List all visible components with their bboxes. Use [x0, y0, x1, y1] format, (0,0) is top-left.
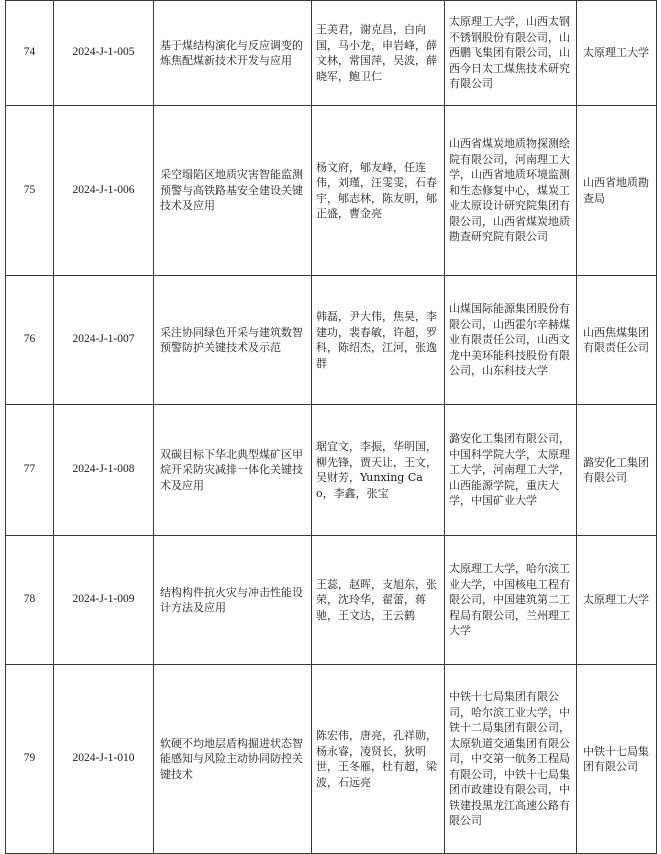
- main-contributors: 陈宏伟，唐亮，孔祥勋，杨永睿，凌贤长，狄明世，王冬雁，杜有超，梁波，石远亮: [312, 665, 445, 854]
- project-title: 基于煤结构演化与反应调变的炼焦配煤新技术开发与应用: [154, 1, 312, 106]
- row-index: 75: [6, 106, 54, 276]
- row-index: 78: [6, 536, 54, 665]
- table-row: [6, 665, 657, 854]
- row-index: 79: [6, 665, 54, 854]
- row-index: 76: [6, 276, 54, 405]
- project-title: 双碳目标下华北典型煤矿区甲烷开采防灾减排一体化关键技术及应用: [154, 405, 312, 536]
- main-units: 太原理工大学，山西太钢不锈钢股份有限公司，山西鹏飞集团有限公司，山西今日太工煤焦技术研究有限公司: [445, 1, 577, 106]
- project-title: 采空塌陷区地质灾害智能监测预警与高铁路基安全建设关键技术及应用: [154, 106, 312, 276]
- recommending-unit: 山西省地质勘查局: [577, 106, 657, 276]
- main-contributors: 杨文府，郇友峰，任连伟，刘瑾，汪雯雯，石春宇，郇志林，陈友明，郇正盛，曹金亮: [312, 106, 445, 276]
- table-row: [6, 405, 657, 536]
- project-title: 软硬不均地层盾构掘进状态智能感知与风险主动协同防控关键技术: [154, 665, 312, 854]
- award-table: [5, 0, 657, 854]
- project-title: 结构构件抗火灾与冲击性能设计方法及应用: [154, 536, 312, 665]
- table-row: [6, 106, 657, 276]
- main-contributors: 韩磊，尹大伟，焦昊，李建功，裴春敏，许超，罗科，陈绍杰，江河，张逸群: [312, 276, 445, 405]
- main-contributors: 琚宜文，李振，华明国，柳先锋，贾天让，王文，吴财芳，Yunxing Cao，李鑫，张宝: [312, 405, 445, 536]
- recommending-unit: 太原理工大学: [577, 536, 657, 665]
- project-code: 2024-J-1-005: [54, 1, 154, 106]
- row-index: 74: [6, 1, 54, 106]
- table-row: [6, 1, 657, 106]
- main-units: 中铁十七局集团有限公司，哈尔滨工业大学，中铁十二局集团有限公司，太原轨道交通集团有限公司，中交第一航务工程局有限公司，中铁十七局集团市政建设有限公司，中铁建投黑龙江高速公路有限公司: [445, 665, 577, 854]
- main-units: 山煤国际能源集团股份有限公司，山西霍尔辛赫煤业有限责任公司，山西文龙中美环能科技股份有限公司，山东科技大学: [445, 276, 577, 405]
- table-row: [6, 276, 657, 405]
- main-contributors: 王蕊，赵晖，支旭东，张荣，沈玲华，翟蕾，蒋驰，王文达，王云鹤: [312, 536, 445, 665]
- main-units: 山西省煤炭地质物探测绘院有限公司，河南理工大学，山西省地质环境监测和生态修复中心，煤炭工业太原设计研究院集团有限公司，山西省煤炭地质勘查研究院有限公司: [445, 106, 577, 276]
- project-code: 2024-J-1-006: [54, 106, 154, 276]
- main-units: 太原理工大学，哈尔滨工业大学，中国核电工程有限公司，中国建筑第二工程局有限公司，兰州理工大学: [445, 536, 577, 665]
- recommending-unit: 山西焦煤集团有限责任公司: [577, 276, 657, 405]
- recommending-unit: 中铁十七局集团有限公司: [577, 665, 657, 854]
- project-code: 2024-J-1-007: [54, 276, 154, 405]
- table-row: [6, 536, 657, 665]
- main-contributors: 王美君，谢克昌，白向国，马小龙，申岩峰，薛文林，常国萍，吴波，薛晓军，鲍卫仁: [312, 1, 445, 106]
- project-title: 采注协同绿色开采与建筑数智预警防护关键技术及示范: [154, 276, 312, 405]
- project-code: 2024-J-1-010: [54, 665, 154, 854]
- recommending-unit: 太原理工大学: [577, 1, 657, 106]
- row-index: 77: [6, 405, 54, 536]
- recommending-unit: 潞安化工集团有限公司: [577, 405, 657, 536]
- main-units: 潞安化工集团有限公司，中国科学院大学，太原理工大学，河南理工大学，山西能源学院，重庆大学，中国矿业大学: [445, 405, 577, 536]
- project-code: 2024-J-1-008: [54, 405, 154, 536]
- project-code: 2024-J-1-009: [54, 536, 154, 665]
